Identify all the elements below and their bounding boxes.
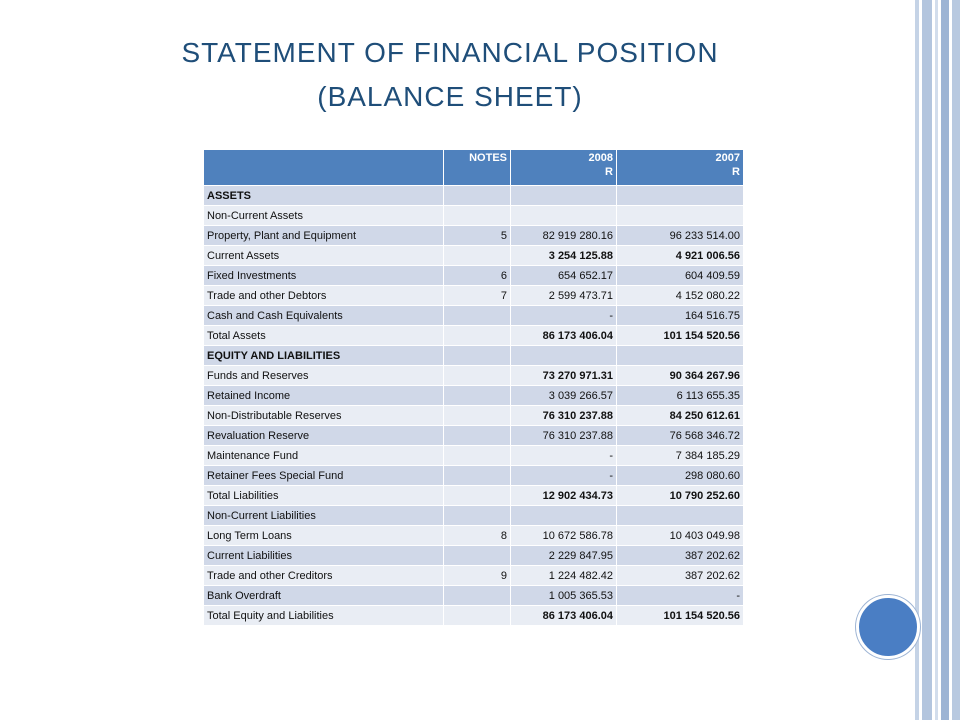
row-label: Trade and other Creditors <box>204 566 444 586</box>
row-2008: 73 270 971.31 <box>511 366 617 386</box>
table-row <box>204 466 744 486</box>
row-label: Current Assets <box>204 246 444 266</box>
header-2007-unit: R <box>732 166 740 178</box>
row-2008: - <box>511 306 617 326</box>
row-2008: 76 310 237.88 <box>511 426 617 446</box>
row-2007 <box>617 346 744 366</box>
table-row <box>204 306 744 326</box>
row-note <box>444 246 511 266</box>
row-label: Total Assets <box>204 326 444 346</box>
row-label: Cash and Cash Equivalents <box>204 306 444 326</box>
row-2008 <box>511 346 617 366</box>
row-2008 <box>511 186 617 206</box>
row-2008: 1 005 365.53 <box>511 586 617 606</box>
table-row <box>204 586 744 606</box>
header-label <box>204 150 444 186</box>
row-2007: 101 154 520.56 <box>617 606 744 626</box>
row-note <box>444 466 511 486</box>
row-note <box>444 486 511 506</box>
table-row <box>204 426 744 446</box>
row-label: Long Term Loans <box>204 526 444 546</box>
row-2007: 387 202.62 <box>617 566 744 586</box>
row-2007: 387 202.62 <box>617 546 744 566</box>
table-row <box>204 446 744 466</box>
row-note: 6 <box>444 266 511 286</box>
header-2008-unit: R <box>605 166 613 178</box>
side-bar <box>922 0 932 720</box>
row-note: 8 <box>444 526 511 546</box>
row-note <box>444 346 511 366</box>
row-note: 5 <box>444 226 511 246</box>
row-label: Bank Overdraft <box>204 586 444 606</box>
table-row <box>204 566 744 586</box>
row-2008: 1 224 482.42 <box>511 566 617 586</box>
row-label: Property, Plant and Equipment <box>204 226 444 246</box>
side-bar <box>952 0 960 720</box>
row-note <box>444 326 511 346</box>
row-note <box>444 206 511 226</box>
row-label: Retained Income <box>204 386 444 406</box>
row-2008: 12 902 434.73 <box>511 486 617 506</box>
decorative-side-bars <box>915 0 960 720</box>
row-note <box>444 366 511 386</box>
row-note <box>444 186 511 206</box>
header-2007-year: 2007 <box>715 152 740 164</box>
row-2008: 654 652.17 <box>511 266 617 286</box>
row-2007: 10 403 049.98 <box>617 526 744 546</box>
row-label: Non-Distributable Reserves <box>204 406 444 426</box>
row-2007: 76 568 346.72 <box>617 426 744 446</box>
side-bar <box>941 0 949 720</box>
row-label: Total Liabilities <box>204 486 444 506</box>
row-2007: 84 250 612.61 <box>617 406 744 426</box>
row-2007: 101 154 520.56 <box>617 326 744 346</box>
slide-title-line1: STATEMENT OF FINANCIAL POSITION <box>181 37 719 68</box>
row-label: Total Equity and Liabilities <box>204 606 444 626</box>
row-note <box>444 306 511 326</box>
table-row <box>204 386 744 406</box>
row-2008: 82 919 280.16 <box>511 226 617 246</box>
row-2007 <box>617 186 744 206</box>
row-2008: 76 310 237.88 <box>511 406 617 426</box>
row-2007: 4 152 080.22 <box>617 286 744 306</box>
row-2008: 2 229 847.95 <box>511 546 617 566</box>
row-2008: 86 173 406.04 <box>511 606 617 626</box>
row-2008 <box>511 506 617 526</box>
row-note <box>444 586 511 606</box>
balance-sheet-table <box>203 149 744 626</box>
row-label: EQUITY AND LIABILITIES <box>204 346 444 366</box>
row-2008: 86 173 406.04 <box>511 326 617 346</box>
table-row <box>204 406 744 426</box>
row-note: 7 <box>444 286 511 306</box>
row-note: 9 <box>444 566 511 586</box>
row-2007: 164 516.75 <box>617 306 744 326</box>
table-row <box>204 526 744 546</box>
row-label: Fixed Investments <box>204 266 444 286</box>
row-2007: 604 409.59 <box>617 266 744 286</box>
row-2008: 3 254 125.88 <box>511 246 617 266</box>
row-2007: 10 790 252.60 <box>617 486 744 506</box>
row-label: Funds and Reserves <box>204 366 444 386</box>
row-label: Trade and other Debtors <box>204 286 444 306</box>
row-2007: 90 364 267.96 <box>617 366 744 386</box>
row-label: Non-Current Liabilities <box>204 506 444 526</box>
row-note <box>444 506 511 526</box>
slide-title-line2: (BALANCE SHEET) <box>317 81 583 112</box>
table-row <box>204 286 744 306</box>
row-label: Maintenance Fund <box>204 446 444 466</box>
side-bar <box>935 0 938 720</box>
row-2007: 298 080.60 <box>617 466 744 486</box>
table-row <box>204 486 744 506</box>
header-2007 <box>617 150 744 186</box>
table-row <box>204 546 744 566</box>
table-row <box>204 186 744 206</box>
table-row <box>204 206 744 226</box>
row-label: Current Liabilities <box>204 546 444 566</box>
decorative-circle <box>856 595 920 659</box>
table-row <box>204 246 744 266</box>
row-label: Retainer Fees Special Fund <box>204 466 444 486</box>
row-2008: 10 672 586.78 <box>511 526 617 546</box>
header-2008 <box>511 150 617 186</box>
row-note <box>444 606 511 626</box>
header-notes: NOTES <box>444 150 511 186</box>
row-note <box>444 546 511 566</box>
row-2008 <box>511 206 617 226</box>
row-2008: - <box>511 446 617 466</box>
row-2008: 2 599 473.71 <box>511 286 617 306</box>
row-note <box>444 406 511 426</box>
table-row <box>204 226 744 246</box>
row-note <box>444 386 511 406</box>
row-2007 <box>617 506 744 526</box>
table-row <box>204 366 744 386</box>
row-label: ASSETS <box>204 186 444 206</box>
row-2007 <box>617 206 744 226</box>
table-row <box>204 326 744 346</box>
row-2007: 4 921 006.56 <box>617 246 744 266</box>
row-label: Non-Current Assets <box>204 206 444 226</box>
row-2008: 3 039 266.57 <box>511 386 617 406</box>
row-note <box>444 426 511 446</box>
row-2008: - <box>511 466 617 486</box>
row-2007: 7 384 185.29 <box>617 446 744 466</box>
row-2007: 6 113 655.35 <box>617 386 744 406</box>
row-note <box>444 446 511 466</box>
header-2008-year: 2008 <box>588 152 613 164</box>
table-row <box>204 606 744 626</box>
table-header-row <box>204 150 744 186</box>
row-2007: 96 233 514.00 <box>617 226 744 246</box>
table-row <box>204 506 744 526</box>
row-2007: - <box>617 586 744 606</box>
table-row <box>204 266 744 286</box>
table-row <box>204 346 744 366</box>
row-label: Revaluation Reserve <box>204 426 444 446</box>
